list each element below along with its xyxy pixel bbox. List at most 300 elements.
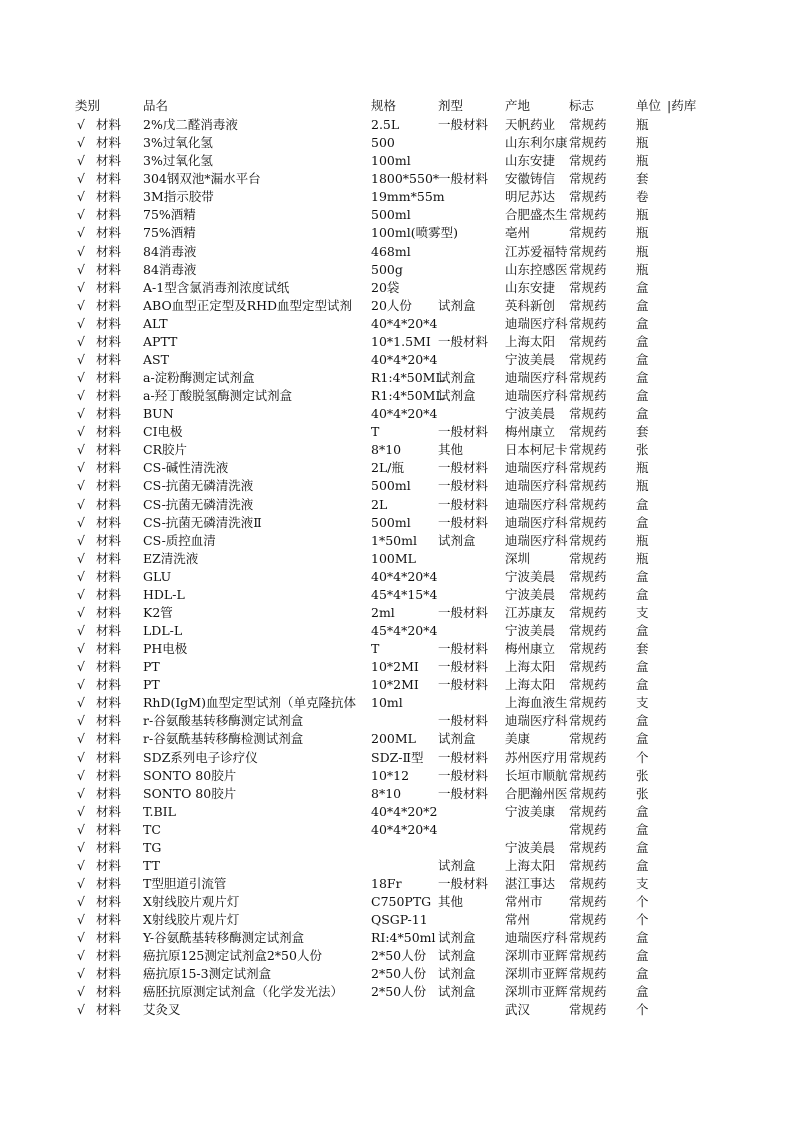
origin-cell: 山东利尔康 — [505, 135, 568, 151]
name-cell: CS-抗菌无磷清洗液 — [143, 496, 254, 512]
table-row — [0, 116, 793, 134]
table-row — [0, 947, 793, 965]
spec-cell: 500ml — [371, 207, 411, 223]
check-mark: √ — [77, 153, 85, 169]
check-mark: √ — [77, 460, 85, 476]
header-flag: 标志 — [569, 98, 595, 113]
form-cell — [438, 839, 505, 857]
unit-cell: 瓶 — [636, 532, 649, 548]
spec-cell: 2.5L — [371, 117, 400, 132]
unit-cell: 盒 — [636, 857, 649, 873]
flag-cell: 常规药 — [569, 496, 607, 512]
check-mark: √ — [77, 496, 85, 512]
origin-cell: 江苏康友 — [505, 604, 556, 620]
unit-cell: 套 — [636, 641, 649, 656]
spec-cell: C750PTG — [371, 894, 432, 909]
name-cell: K2管 — [143, 604, 173, 620]
unit-cell: 盒 — [636, 351, 649, 367]
flag-cell: 常规药 — [569, 839, 607, 855]
name-cell: SDZ系列电子诊疗仪 — [143, 749, 258, 765]
flag-cell: 常规药 — [569, 117, 607, 132]
category-cell: 材料 — [96, 821, 122, 837]
origin-cell: 深圳市亚辉 — [505, 966, 568, 982]
category-cell: 材料 — [96, 388, 122, 404]
name-cell: EZ清洗液 — [143, 550, 199, 566]
spec-cell: 2L/瓶 — [371, 460, 404, 476]
spec-cell: 10*12 — [371, 767, 410, 783]
unit-cell: 盒 — [636, 586, 649, 602]
origin-cell: 迪瑞医疗科 — [505, 478, 568, 494]
flag-cell: 常规药 — [569, 514, 607, 530]
spec-cell: 20人份 — [371, 297, 412, 313]
check-mark: √ — [77, 207, 85, 223]
name-cell: RhD(IgM)血型定型试剂（单克隆抗体 — [143, 695, 356, 711]
form-cell — [438, 550, 505, 568]
origin-cell: 湛江事达 — [505, 875, 556, 891]
table-row — [0, 929, 793, 947]
header-unit: 单位 — [636, 98, 662, 113]
table-row — [0, 965, 793, 983]
origin-cell: 亳州 — [505, 225, 531, 241]
form-cell — [438, 243, 505, 261]
unit-cell: 盒 — [636, 333, 649, 349]
table-row — [0, 875, 793, 893]
origin-cell: 常州市 — [505, 894, 543, 909]
form-cell: 试剂盒 — [438, 966, 476, 982]
category-cell: 材料 — [96, 966, 122, 982]
spec-cell: 19mm*55m — [371, 189, 445, 205]
flag-cell: 常规药 — [569, 568, 607, 584]
origin-cell — [505, 821, 568, 839]
unit-cell: 盒 — [636, 948, 649, 964]
form-cell: 一般材料 — [438, 677, 489, 693]
spec-cell: 200ML — [371, 731, 416, 747]
flag-cell: 常规药 — [569, 894, 607, 909]
form-cell — [438, 224, 505, 242]
name-cell: HDL-L — [143, 586, 185, 602]
origin-cell: 明尼苏达 — [505, 189, 556, 205]
unit-cell: 卷 — [636, 189, 649, 205]
header-spec: 规格 — [371, 98, 397, 113]
flag-cell: 常规药 — [569, 767, 607, 783]
flag-cell: 常规药 — [569, 189, 607, 205]
unit-cell: 瓶 — [636, 243, 649, 259]
spec-cell: RI:4*50ml — [371, 930, 436, 946]
name-cell: r-谷氨酸基转移酶测定试剂盒 — [143, 713, 304, 729]
form-cell: 一般材料 — [438, 713, 489, 729]
category-cell: 材料 — [96, 839, 122, 855]
unit-cell: 盒 — [636, 821, 649, 837]
category-cell: 材料 — [96, 460, 122, 476]
spec-cell: 10*1.5MI — [371, 333, 431, 349]
check-mark: √ — [77, 966, 85, 982]
category-cell: 材料 — [96, 351, 122, 367]
spec-cell: QSGP-11 — [371, 912, 428, 928]
check-mark: √ — [77, 857, 85, 873]
form-cell: 试剂盒 — [438, 532, 476, 548]
unit-cell: 盒 — [636, 623, 649, 638]
category-cell: 材料 — [96, 930, 122, 946]
check-mark: √ — [77, 713, 85, 729]
unit-cell: 套 — [636, 171, 649, 187]
category-cell: 材料 — [96, 225, 122, 241]
name-cell: T.BIL — [143, 803, 176, 819]
spec-cell: 10*2MI — [371, 677, 419, 693]
spec-cell: 2ml — [371, 604, 395, 620]
origin-cell: 上海血液生 — [505, 695, 568, 711]
check-mark: √ — [77, 695, 85, 711]
table-row — [0, 261, 793, 279]
flag-cell: 常规药 — [569, 279, 607, 295]
unit-cell: 盒 — [636, 677, 649, 693]
header-store: |药库 — [667, 98, 697, 113]
flag-cell: 常规药 — [569, 948, 607, 964]
category-cell: 材料 — [96, 875, 122, 891]
check-mark: √ — [77, 894, 85, 909]
spec-cell: 100ml(喷雾型) — [371, 225, 458, 241]
name-cell: CS-抗菌无磷清洗液 — [143, 478, 254, 494]
header-form: 剂型 — [438, 98, 464, 113]
check-mark: √ — [77, 297, 85, 313]
table-row — [0, 911, 793, 929]
table-row — [0, 821, 793, 839]
category-cell: 材料 — [96, 514, 122, 530]
unit-cell: 支 — [636, 604, 649, 620]
form-cell — [438, 405, 505, 423]
check-mark: √ — [77, 568, 85, 584]
origin-cell: 合肥盛杰生 — [505, 207, 568, 223]
form-cell — [438, 911, 505, 929]
category-cell: 材料 — [96, 948, 122, 964]
check-mark: √ — [77, 442, 85, 458]
spec-cell: SDZ-Ⅱ型 — [371, 749, 424, 765]
spec-cell: R1:4*50ML — [371, 388, 444, 404]
check-mark: √ — [77, 351, 85, 367]
category-cell: 材料 — [96, 171, 122, 187]
name-cell: SONTO 80胶片 — [143, 785, 237, 801]
spec-cell: 2*50人份 — [371, 948, 427, 964]
table-row — [0, 857, 793, 875]
table-row — [0, 983, 793, 1001]
form-cell: 试剂盒 — [438, 948, 476, 964]
category-cell: 材料 — [96, 370, 122, 385]
table-row — [0, 134, 793, 152]
check-mark: √ — [77, 243, 85, 259]
name-cell: APTT — [143, 333, 178, 349]
check-mark: √ — [77, 117, 85, 132]
category-cell: 材料 — [96, 912, 122, 928]
unit-cell: 个 — [636, 912, 649, 928]
flag-cell: 常规药 — [569, 875, 607, 891]
form-cell: 一般材料 — [438, 117, 489, 132]
table-row — [0, 640, 793, 658]
unit-cell: 瓶 — [636, 261, 649, 277]
origin-cell: 迪瑞医疗科 — [505, 370, 568, 385]
table-row — [0, 423, 793, 441]
spec-cell: 8*10 — [371, 442, 402, 458]
table-row — [0, 658, 793, 676]
origin-cell: 迪瑞医疗科 — [505, 532, 568, 548]
origin-cell: 深圳市亚辉 — [505, 984, 568, 1000]
name-cell: a-羟丁酸脱氢酶测定试剂盒 — [143, 388, 293, 404]
unit-cell: 个 — [636, 749, 649, 765]
form-cell — [438, 821, 505, 839]
form-cell: 试剂盒 — [438, 731, 476, 747]
category-cell: 材料 — [96, 207, 122, 223]
name-cell: 癌胚抗原测定试剂盒（化学发光法） — [143, 984, 344, 1000]
check-mark: √ — [77, 333, 85, 349]
table-row — [0, 297, 793, 315]
spec-cell: 500 — [371, 135, 395, 151]
table-row — [0, 514, 793, 532]
unit-cell: 瓶 — [636, 225, 649, 241]
table-row — [0, 1001, 793, 1019]
spec-cell — [371, 712, 437, 730]
flag-cell: 常规药 — [569, 370, 607, 385]
name-cell: AST — [143, 351, 169, 367]
name-cell: LDL-L — [143, 623, 183, 638]
flag-cell: 常规药 — [569, 912, 607, 928]
check-mark: √ — [77, 767, 85, 783]
name-cell: GLU — [143, 568, 172, 584]
check-mark: √ — [77, 821, 85, 837]
form-cell — [438, 568, 505, 586]
name-cell: TT — [143, 857, 160, 873]
table-row — [0, 622, 793, 640]
unit-cell: 张 — [636, 767, 649, 783]
table-row — [0, 604, 793, 622]
table-row — [0, 206, 793, 224]
flag-cell: 常规药 — [569, 442, 607, 458]
check-mark: √ — [77, 803, 85, 819]
spec-cell: 40*4*20*4 — [371, 406, 438, 422]
unit-cell: 盒 — [636, 388, 649, 404]
form-cell: 试剂盒 — [438, 857, 476, 873]
name-cell: CR胶片 — [143, 442, 187, 458]
flag-cell: 常规药 — [569, 315, 607, 331]
origin-cell: 迪瑞医疗科 — [505, 388, 568, 404]
check-mark: √ — [77, 659, 85, 675]
flag-cell: 常规药 — [569, 333, 607, 349]
category-cell: 材料 — [96, 478, 122, 494]
origin-cell: 合肥瀚州医 — [505, 785, 568, 801]
check-mark: √ — [77, 189, 85, 205]
flag-cell: 常规药 — [569, 641, 607, 656]
check-mark: √ — [77, 406, 85, 422]
flag-cell: 常规药 — [569, 261, 607, 277]
spec-cell — [371, 1001, 437, 1019]
name-cell: 75%酒精 — [143, 207, 196, 223]
unit-cell: 盒 — [636, 406, 649, 422]
category-cell: 材料 — [96, 532, 122, 548]
check-mark: √ — [77, 279, 85, 295]
category-cell: 材料 — [96, 659, 122, 675]
spec-cell: 2*50人份 — [371, 966, 427, 982]
unit-cell: 盒 — [636, 568, 649, 584]
table-row — [0, 767, 793, 785]
form-cell — [438, 586, 505, 604]
check-mark: √ — [77, 677, 85, 693]
origin-cell: 英科新创 — [505, 297, 556, 313]
form-cell — [438, 261, 505, 279]
table-header — [0, 97, 793, 115]
name-cell: CS-抗菌无磷清洗液Ⅱ — [143, 514, 262, 530]
form-cell: 试剂盒 — [438, 930, 476, 946]
form-cell: 一般材料 — [438, 641, 489, 656]
unit-cell: 支 — [636, 695, 649, 711]
name-cell: 3M指示胶带 — [143, 189, 214, 205]
table-row — [0, 785, 793, 803]
header-origin: 产地 — [505, 98, 531, 113]
table-row — [0, 351, 793, 369]
header-category: 类别 — [75, 98, 101, 113]
origin-cell: 梅州康立 — [505, 641, 556, 656]
name-cell: 84消毒液 — [143, 261, 197, 277]
origin-cell: 美康 — [505, 731, 531, 747]
category-cell: 材料 — [96, 713, 122, 729]
category-cell: 材料 — [96, 695, 122, 711]
flag-cell: 常规药 — [569, 695, 607, 711]
form-cell — [438, 279, 505, 297]
origin-cell: 迪瑞医疗科 — [505, 315, 568, 331]
table-row — [0, 405, 793, 423]
unit-cell: 张 — [636, 785, 649, 801]
check-mark: √ — [77, 912, 85, 928]
name-cell: CS-质控血清 — [143, 532, 216, 548]
check-mark: √ — [77, 948, 85, 964]
spec-cell: 500g — [371, 261, 403, 277]
flag-cell: 常规药 — [569, 424, 607, 440]
unit-cell: 瓶 — [636, 460, 649, 476]
origin-cell: 宁波美晨 — [505, 568, 556, 584]
name-cell: ABO血型正定型及RHD血型定型试剂 — [143, 297, 353, 313]
table-row — [0, 333, 793, 351]
check-mark: √ — [77, 749, 85, 765]
table-row — [0, 550, 793, 568]
check-mark: √ — [77, 875, 85, 891]
origin-cell: 迪瑞医疗科 — [505, 713, 568, 729]
form-cell: 一般材料 — [438, 478, 489, 494]
category-cell: 材料 — [96, 424, 122, 440]
flag-cell: 常规药 — [569, 532, 607, 548]
spec-cell: 500ml — [371, 514, 411, 530]
flag-cell: 常规药 — [569, 821, 607, 837]
form-cell — [438, 315, 505, 333]
origin-cell: 武汉 — [505, 1002, 531, 1018]
spec-cell: 40*4*20*4 — [371, 351, 438, 367]
unit-cell: 瓶 — [636, 135, 649, 151]
category-cell: 材料 — [96, 315, 122, 331]
category-cell: 材料 — [96, 496, 122, 512]
check-mark: √ — [77, 370, 85, 385]
origin-cell: 苏州医疗用 — [505, 749, 568, 765]
origin-cell: 迪瑞医疗科 — [505, 930, 568, 946]
check-mark: √ — [77, 785, 85, 801]
origin-cell: 山东控感医 — [505, 261, 568, 277]
name-cell: SONTO 80胶片 — [143, 767, 237, 783]
table-row — [0, 532, 793, 550]
form-cell: 一般材料 — [438, 496, 489, 512]
form-cell — [438, 188, 505, 206]
origin-cell: 梅州康立 — [505, 424, 556, 440]
spec-cell: 2L — [371, 496, 388, 512]
spec-cell: 18Fr — [371, 875, 402, 891]
origin-cell: 迪瑞医疗科 — [505, 496, 568, 512]
form-cell: 一般材料 — [438, 785, 489, 801]
flag-cell: 常规药 — [569, 153, 607, 169]
check-mark: √ — [77, 839, 85, 855]
form-cell: 一般材料 — [438, 604, 489, 620]
origin-cell: 上海太阳 — [505, 857, 556, 873]
category-cell: 材料 — [96, 189, 122, 205]
form-cell: 一般材料 — [438, 171, 489, 187]
spec-cell: T — [371, 424, 380, 440]
name-cell: BUN — [143, 406, 174, 422]
name-cell: X射线胶片观片灯 — [143, 894, 240, 909]
unit-cell: 个 — [636, 894, 649, 909]
unit-cell: 盒 — [636, 514, 649, 530]
flag-cell: 常规药 — [569, 1002, 607, 1018]
unit-cell: 盒 — [636, 731, 649, 747]
spec-cell: 45*4*20*4 — [371, 623, 438, 638]
unit-cell: 盒 — [636, 496, 649, 512]
unit-cell: 瓶 — [636, 207, 649, 223]
name-cell: PT — [143, 677, 160, 693]
name-cell: 癌抗原125测定试剂盒2*50人份 — [143, 948, 322, 964]
unit-cell: 盒 — [636, 839, 649, 855]
flag-cell: 常规药 — [569, 351, 607, 367]
table-row — [0, 694, 793, 712]
flag-cell: 常规药 — [569, 713, 607, 729]
unit-cell: 盒 — [636, 984, 649, 1000]
category-cell: 材料 — [96, 731, 122, 747]
flag-cell: 常规药 — [569, 984, 607, 1000]
flag-cell: 常规药 — [569, 930, 607, 946]
category-cell: 材料 — [96, 677, 122, 693]
spec-cell: 20袋 — [371, 279, 400, 295]
origin-cell: 宁波美晨 — [505, 406, 556, 422]
category-cell: 材料 — [96, 135, 122, 151]
spec-cell — [371, 839, 437, 857]
category-cell: 材料 — [96, 117, 122, 132]
table-row — [0, 893, 793, 911]
flag-cell: 常规药 — [569, 749, 607, 765]
table-row — [0, 369, 793, 387]
origin-cell: 迪瑞医疗科 — [505, 460, 568, 476]
origin-cell: 常州 — [505, 912, 531, 928]
category-cell: 材料 — [96, 803, 122, 819]
spec-cell: T — [371, 641, 380, 656]
check-mark: √ — [77, 1002, 85, 1018]
origin-cell: 日本柯尼卡 — [505, 442, 568, 458]
flag-cell: 常规药 — [569, 171, 607, 187]
table-row — [0, 803, 793, 821]
check-mark: √ — [77, 135, 85, 151]
spec-cell: 100ml — [371, 153, 411, 169]
table-row — [0, 839, 793, 857]
unit-cell: 瓶 — [636, 550, 649, 566]
name-cell: CI电极 — [143, 424, 183, 440]
spec-cell: 500ml — [371, 478, 411, 494]
category-cell: 材料 — [96, 1002, 122, 1018]
check-mark: √ — [77, 261, 85, 277]
spec-cell: 40*4*20*2 — [371, 803, 438, 819]
form-cell: 一般材料 — [438, 460, 489, 476]
category-cell: 材料 — [96, 984, 122, 1000]
spec-cell: R1:4*50ML — [371, 370, 444, 385]
table-row — [0, 188, 793, 206]
form-cell — [438, 622, 505, 640]
